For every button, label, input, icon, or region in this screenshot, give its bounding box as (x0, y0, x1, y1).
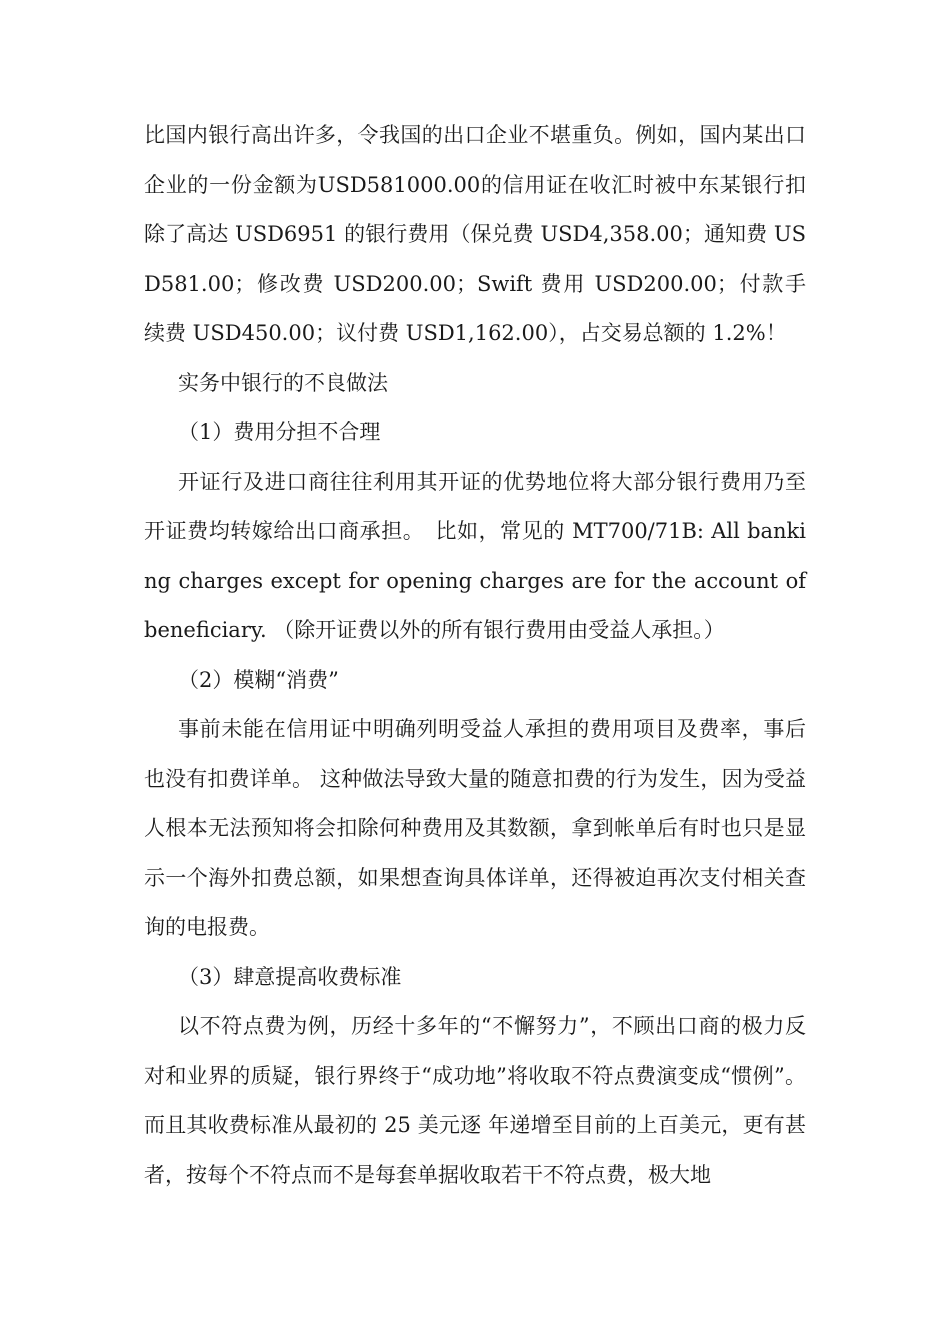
section-heading-bad-practices: 实务中银行的不良做法 (178, 370, 388, 395)
subheading-cost-sharing: （1）费用分担不合理 (178, 420, 381, 444)
paragraph-cost-sharing: 开证行及进口商往往利用其开证的优势地位将大部分银行费用乃至开证费均转嫁给出口商承担。 比如，常见的 MT700/71B: All banking charges except for opening charges are for the account of beneficiary. （除开证费以外的所有银行费用由受益人承担。） (144, 469, 806, 642)
document-body (144, 111, 806, 1200)
paragraph-fee-example: 比国内银行高出许多，令我国的出口企业不堪重负。例如，国内某出口企业的一份金额为USD581000.00的信用证在收汇时被中东某银行扣除了高达 USD6951 的银行费用（保兑费 USD4,358.00；通知费 USD581.00；修改费 USD200.00；Swift 费用 USD200.00；付款手续费 USD450.00；议付费 USD1,162.00），占交易总额的 1.2%！ (144, 123, 806, 345)
paragraph-raising-fees: 以不符点费为例，历经十多年的“不懈努力”，不顾出口商的极力反对和业界的质疑，银行界终于“成功地”将收取不符点费演变成“惯例”。而且其收费标准从最初的 25 美元逐 年递增至目前的上百美元，更有甚者，按每个不符点而不是每套单据收取若干不符点费，极大地 (144, 1014, 806, 1187)
subheading-raising-fees: （3）肆意提高收费标准 (178, 964, 402, 989)
subheading-vague-consumption: （2）模糊“消费” (178, 667, 339, 692)
paragraph-vague-consumption: 事前未能在信用证中明确列明受益人承担的费用项目及费率，事后也没有扣费详单。 这种做法导致大量的随意扣费的行为发生，因为受益人根本无法预知将会扣除何种费用及其数额，拿到帐单后有时也只是显示一个海外扣费总额，如果想查询具体详单，还得被迫再次支付相关查询的电报费。 (144, 717, 806, 939)
